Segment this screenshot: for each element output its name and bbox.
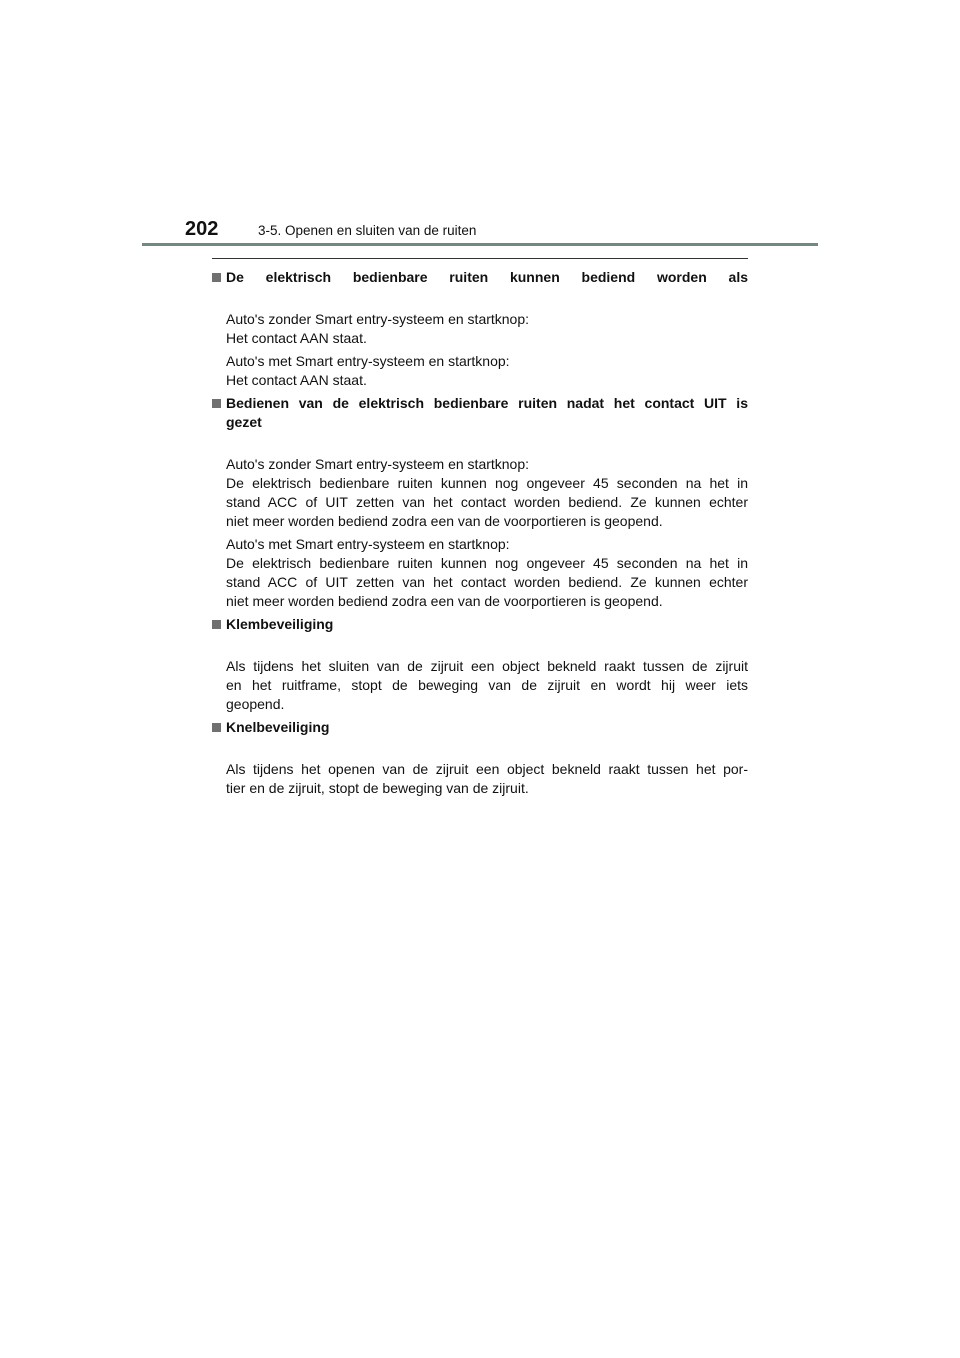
section-knelbeveiliging: [212, 718, 748, 798]
section-after-ignition-off: [212, 394, 748, 611]
section-title: Knelbeveiliging: [212, 718, 748, 756]
paragraph: Auto's met Smart entry-systeem en startknop: Het contact AAN staat.: [226, 353, 510, 388]
section-divider: [212, 258, 748, 259]
section-operating-conditions: [212, 268, 748, 390]
paragraph: Auto's met Smart entry-systeem en startknop: De elektrisch bedienbare ruiten kunnen nog ongeveer 45 seconden na het in stand ACC of UIT zetten van het contact worden bediend. Ze kunnen echter niet meer worden bediend zodra een van de voorportieren is geopend.: [226, 536, 748, 609]
section-title: Bedienen van de elektrisch bedienbare ruiten nadat het contact UIT is gezet: [212, 394, 748, 451]
square-bullet-icon: [212, 273, 221, 282]
paragraph: Als tijdens het sluiten van de zijruit een object bekneld raakt tussen de zijruit en het ruitframe, stopt de beweging van de zijruit en wordt hij weer iets geopend.: [226, 658, 748, 712]
section-title: Klembeveiliging: [212, 615, 748, 653]
chapter-title: 3-5. Openen en sluiten van de ruiten: [258, 223, 477, 238]
paragraph: Als tijdens het openen van de zijruit een object bekneld raakt tussen het por- tier en de zijruit, stopt de beweging van de zijruit.: [226, 761, 748, 796]
page-header: [0, 216, 960, 246]
square-bullet-icon: [212, 620, 221, 629]
page-number: 202: [185, 218, 219, 240]
header-divider: [142, 243, 818, 246]
square-bullet-icon: [212, 723, 221, 732]
section-title: De elektrisch bedienbare ruiten kunnen bediend worden als: [212, 268, 748, 306]
section-klembeveiliging: [212, 615, 748, 714]
page-content: [212, 258, 748, 802]
paragraph: Auto's zonder Smart entry-systeem en startknop: De elektrisch bedienbare ruiten kunnen nog ongeveer 45 seconden na het in stand ACC of UIT zetten van het contact worden bediend. Ze kunnen echter niet meer worden bediend zodra een van de voorportieren is geopend.: [226, 456, 748, 529]
paragraph: Auto's zonder Smart entry-systeem en startknop: Het contact AAN staat.: [226, 311, 530, 346]
square-bullet-icon: [212, 399, 221, 408]
